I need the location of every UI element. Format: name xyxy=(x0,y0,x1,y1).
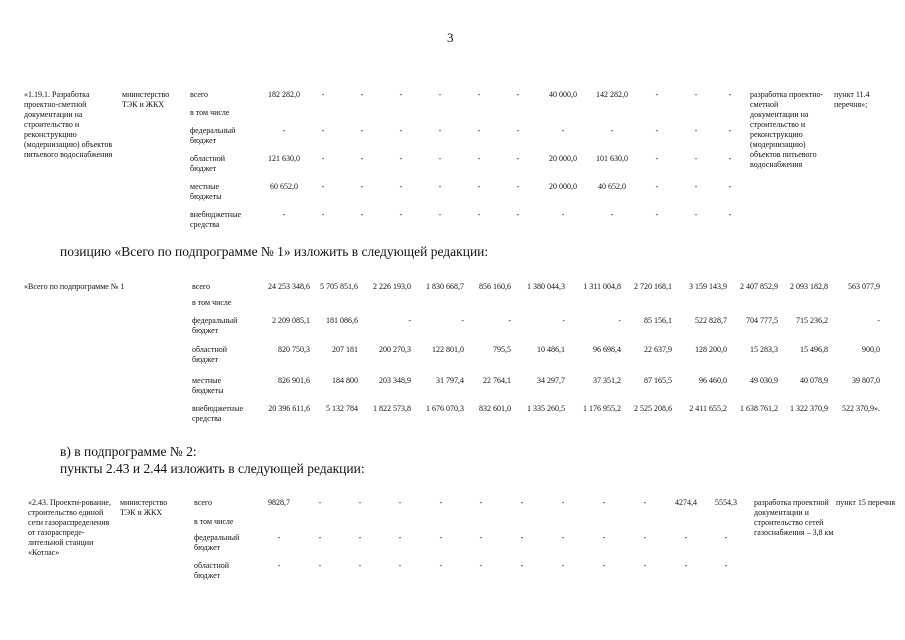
page-number: 3 xyxy=(447,30,454,45)
value-cell: 122 801,0 xyxy=(432,345,464,354)
row-label: областной бюджет xyxy=(190,154,226,173)
value-cell: 2 407 852,9 xyxy=(740,282,778,291)
value-cell: - xyxy=(438,90,442,99)
value-cell: 900,0 xyxy=(862,345,880,354)
value-cell: - xyxy=(399,210,403,219)
value-cell: - xyxy=(477,126,481,135)
value-cell: - xyxy=(655,126,659,135)
row-label: федеральный бюджет xyxy=(190,126,236,145)
value-cell: 20 000,0 xyxy=(549,182,577,191)
value-cell: 1 176 955,2 xyxy=(583,404,621,413)
value-cell: - xyxy=(877,316,880,325)
value-cell: - xyxy=(655,210,659,219)
value-cell: - xyxy=(477,90,481,99)
row-label: всего xyxy=(194,498,213,507)
value-cell: - xyxy=(439,533,443,542)
value-cell: - xyxy=(728,126,732,135)
value-cell: 9828,7 xyxy=(268,498,290,507)
value-cell: - xyxy=(643,533,647,542)
value-cell: - xyxy=(461,316,464,325)
value-cell: 2 093 182,8 xyxy=(790,282,828,291)
value-cell: - xyxy=(277,561,281,570)
value-cell: 49 030,9 xyxy=(750,376,778,385)
value-cell: 128 200,0 xyxy=(695,345,727,354)
reference: пункт 11.4 перечня»; xyxy=(834,90,870,109)
value-cell: 24 253 348,6 xyxy=(268,282,310,291)
value-cell: - xyxy=(728,154,732,163)
value-cell: 181 086,6 xyxy=(326,316,358,325)
value-cell: - xyxy=(321,154,325,163)
value-cell: 704 777,5 xyxy=(746,316,778,325)
row-label: федеральный бюджет xyxy=(192,316,238,335)
value-cell: - xyxy=(479,561,483,570)
value-cell: 2 209 085,1 xyxy=(272,316,310,325)
item-title: «1.19.1. Разработка проектно-сметной документации на строительство и реконструкцию (модернизацию) объектов питьевого водоснабжения xyxy=(24,90,113,159)
value-cell: - xyxy=(438,126,442,135)
value-cell: - xyxy=(358,533,362,542)
value-cell: 96 460,0 xyxy=(699,376,727,385)
value-cell: - xyxy=(561,533,565,542)
value-cell: 15 496,8 xyxy=(800,345,828,354)
value-cell: 20 396 611,6 xyxy=(268,404,310,413)
value-cell: 522 828,7 xyxy=(695,316,727,325)
value-cell: - xyxy=(282,210,286,219)
value-cell: - xyxy=(655,182,659,191)
row-label: всего xyxy=(192,282,211,291)
value-cell: 5 705 851,6 xyxy=(320,282,358,291)
value-cell: 182 282,0 xyxy=(268,90,300,99)
value-cell: 1 380 044,3 xyxy=(527,282,565,291)
value-cell: - xyxy=(684,561,688,570)
value-cell: - xyxy=(728,182,732,191)
value-cell: - xyxy=(602,561,606,570)
value-cell: - xyxy=(318,533,322,542)
value-cell: 15 283,3 xyxy=(750,345,778,354)
row-label: федеральный бюджет xyxy=(194,533,240,552)
value-cell: - xyxy=(439,561,443,570)
value-cell: - xyxy=(724,533,728,542)
row-label: в том числе xyxy=(194,517,234,526)
value-cell: 142 282,0 xyxy=(596,90,628,99)
value-cell: - xyxy=(694,90,698,99)
value-cell: 1 311 004,8 xyxy=(583,282,621,291)
value-cell: - xyxy=(643,561,647,570)
value-cell: 4274,4 xyxy=(675,498,697,507)
value-cell: 96 698,4 xyxy=(593,345,621,354)
value-cell: - xyxy=(399,90,403,99)
value-cell: 40 652,0 xyxy=(598,182,626,191)
row-label: областной бюджет xyxy=(194,561,230,580)
value-cell: 3 159 143,9 xyxy=(689,282,727,291)
value-cell: - xyxy=(318,498,322,507)
value-cell: 2 411 655,2 xyxy=(689,404,727,413)
item-title: «2.43. Проекти-рование, строительство единой сети газораспределения от газораспреде-лительной станции «Котлас» xyxy=(28,498,111,557)
value-cell: - xyxy=(479,533,483,542)
value-cell: 1 676 070,3 xyxy=(426,404,464,413)
row-label: местные бюджеты xyxy=(192,376,224,395)
value-cell: - xyxy=(360,154,364,163)
value-cell: - xyxy=(360,182,364,191)
heading-total-subprogram-1: позицию «Всего по подпрограмме № 1» изложить в следующей редакции: xyxy=(60,244,489,259)
value-cell: 856 160,6 xyxy=(479,282,511,291)
value-cell: - xyxy=(516,154,520,163)
value-cell: - xyxy=(508,316,511,325)
expected-result: разработка проектно-сметной документации на строительство и реконструкцию (модернизацию) объектов питьевого водоснабжения xyxy=(750,90,824,169)
value-cell: 40 000,0 xyxy=(549,90,577,99)
value-cell: - xyxy=(321,126,325,135)
value-cell: 200 270,3 xyxy=(379,345,411,354)
value-cell: - xyxy=(321,210,325,219)
value-cell: 2 525 208,6 xyxy=(634,404,672,413)
value-cell: - xyxy=(655,90,659,99)
value-cell: - xyxy=(439,498,443,507)
value-cell: 20 000,0 xyxy=(549,154,577,163)
value-cell: - xyxy=(618,316,621,325)
value-cell: - xyxy=(321,182,325,191)
value-cell: 2 226 193,0 xyxy=(373,282,411,291)
value-cell: - xyxy=(398,533,402,542)
value-cell: - xyxy=(684,533,688,542)
value-cell: - xyxy=(321,90,325,99)
value-cell: - xyxy=(318,561,322,570)
value-cell: 832 601,0 xyxy=(479,404,511,413)
value-cell: 101 630,0 xyxy=(596,154,628,163)
value-cell: 10 486,1 xyxy=(537,345,565,354)
value-cell: - xyxy=(655,154,659,163)
value-cell: - xyxy=(408,316,411,325)
heading-subprogram-2: в) в подпрограмме № 2: xyxy=(60,444,197,459)
value-cell: 1 322 370,9 xyxy=(790,404,828,413)
value-cell: - xyxy=(360,90,364,99)
value-cell: 39 807,0 xyxy=(852,376,880,385)
value-cell: 87 165,5 xyxy=(644,376,672,385)
value-cell: - xyxy=(610,210,614,219)
expected-result: разработка проектной документации и строительство сетей газоснабжения – 3,8 км xyxy=(754,498,834,537)
value-cell: - xyxy=(728,210,732,219)
value-cell: - xyxy=(561,498,565,507)
value-cell: - xyxy=(516,210,520,219)
value-cell: - xyxy=(477,182,481,191)
value-cell: - xyxy=(358,561,362,570)
value-cell: - xyxy=(602,498,606,507)
value-cell: - xyxy=(399,154,403,163)
value-cell: - xyxy=(438,210,442,219)
value-cell: - xyxy=(562,316,565,325)
value-cell: 121 630,0 xyxy=(268,154,300,163)
value-cell: 1 822 573,8 xyxy=(373,404,411,413)
value-cell: 207 181 xyxy=(332,345,358,354)
value-cell: - xyxy=(694,210,698,219)
value-cell: 31 797,4 xyxy=(436,376,464,385)
value-cell: - xyxy=(520,561,524,570)
heading-items-2-43-2-44: пункты 2.43 и 2.44 изложить в следующей редакции: xyxy=(60,461,365,476)
row-label: всего xyxy=(190,90,209,99)
value-cell: 2 720 168,1 xyxy=(634,282,672,291)
value-cell: - xyxy=(277,533,281,542)
value-cell: - xyxy=(360,126,364,135)
value-cell: - xyxy=(477,154,481,163)
value-cell: - xyxy=(561,126,565,135)
value-cell: - xyxy=(399,182,403,191)
value-cell: - xyxy=(399,126,403,135)
value-cell: - xyxy=(561,210,565,219)
value-cell: 40 078,9 xyxy=(800,376,828,385)
value-cell: 22 637,9 xyxy=(644,345,672,354)
executor: министерство ТЭК и ЖКХ xyxy=(120,498,168,517)
value-cell: 715 236,2 xyxy=(796,316,828,325)
value-cell: - xyxy=(479,498,483,507)
value-cell: - xyxy=(398,498,402,507)
value-cell: 184 800 xyxy=(332,376,358,385)
value-cell: - xyxy=(520,498,524,507)
value-cell: - xyxy=(438,154,442,163)
value-cell: 522 370,9». xyxy=(842,404,880,413)
executor: министерство ТЭК и ЖКХ xyxy=(122,90,170,109)
value-cell: - xyxy=(643,498,647,507)
value-cell: - xyxy=(610,126,614,135)
value-cell: - xyxy=(694,182,698,191)
value-cell: - xyxy=(282,126,286,135)
value-cell: - xyxy=(516,90,520,99)
row-label: внебюджетные средства xyxy=(192,404,243,423)
value-cell: 563 077,9 xyxy=(848,282,880,291)
value-cell: 5 132 784 xyxy=(326,404,358,413)
value-cell: - xyxy=(520,533,524,542)
value-cell: 22 764,1 xyxy=(483,376,511,385)
value-cell: 820 750,3 xyxy=(278,345,310,354)
row-label: внебюджетные средства xyxy=(190,210,241,229)
value-cell: 34 297,7 xyxy=(537,376,565,385)
row-label: в том числе xyxy=(190,108,230,117)
value-cell: - xyxy=(360,210,364,219)
value-cell: - xyxy=(728,90,732,99)
reference: пункт 15 перечня xyxy=(836,498,896,507)
value-cell: - xyxy=(602,533,606,542)
value-cell: - xyxy=(516,126,520,135)
value-cell: 60 652,0 xyxy=(270,182,298,191)
value-cell: 826 901,6 xyxy=(278,376,310,385)
value-cell: 1 335 260,5 xyxy=(527,404,565,413)
value-cell: - xyxy=(358,498,362,507)
value-cell: - xyxy=(694,154,698,163)
value-cell: - xyxy=(477,210,481,219)
value-cell: 1 830 668,7 xyxy=(426,282,464,291)
value-cell: 795,5 xyxy=(493,345,511,354)
item-title: «Всего по подпрограмме № 1 xyxy=(24,282,125,291)
value-cell: - xyxy=(561,561,565,570)
value-cell: 5554,3 xyxy=(715,498,737,507)
value-cell: - xyxy=(398,561,402,570)
row-label: местные бюджеты xyxy=(190,182,222,201)
value-cell: 37 351,2 xyxy=(593,376,621,385)
value-cell: 1 638 761,2 xyxy=(740,404,778,413)
row-label: в том числе xyxy=(192,298,232,307)
value-cell: 85 156,1 xyxy=(644,316,672,325)
row-label: областной бюджет xyxy=(192,345,228,364)
value-cell: - xyxy=(438,182,442,191)
value-cell: 203 348,9 xyxy=(379,376,411,385)
value-cell: - xyxy=(516,182,520,191)
value-cell: - xyxy=(694,126,698,135)
value-cell: - xyxy=(724,561,728,570)
